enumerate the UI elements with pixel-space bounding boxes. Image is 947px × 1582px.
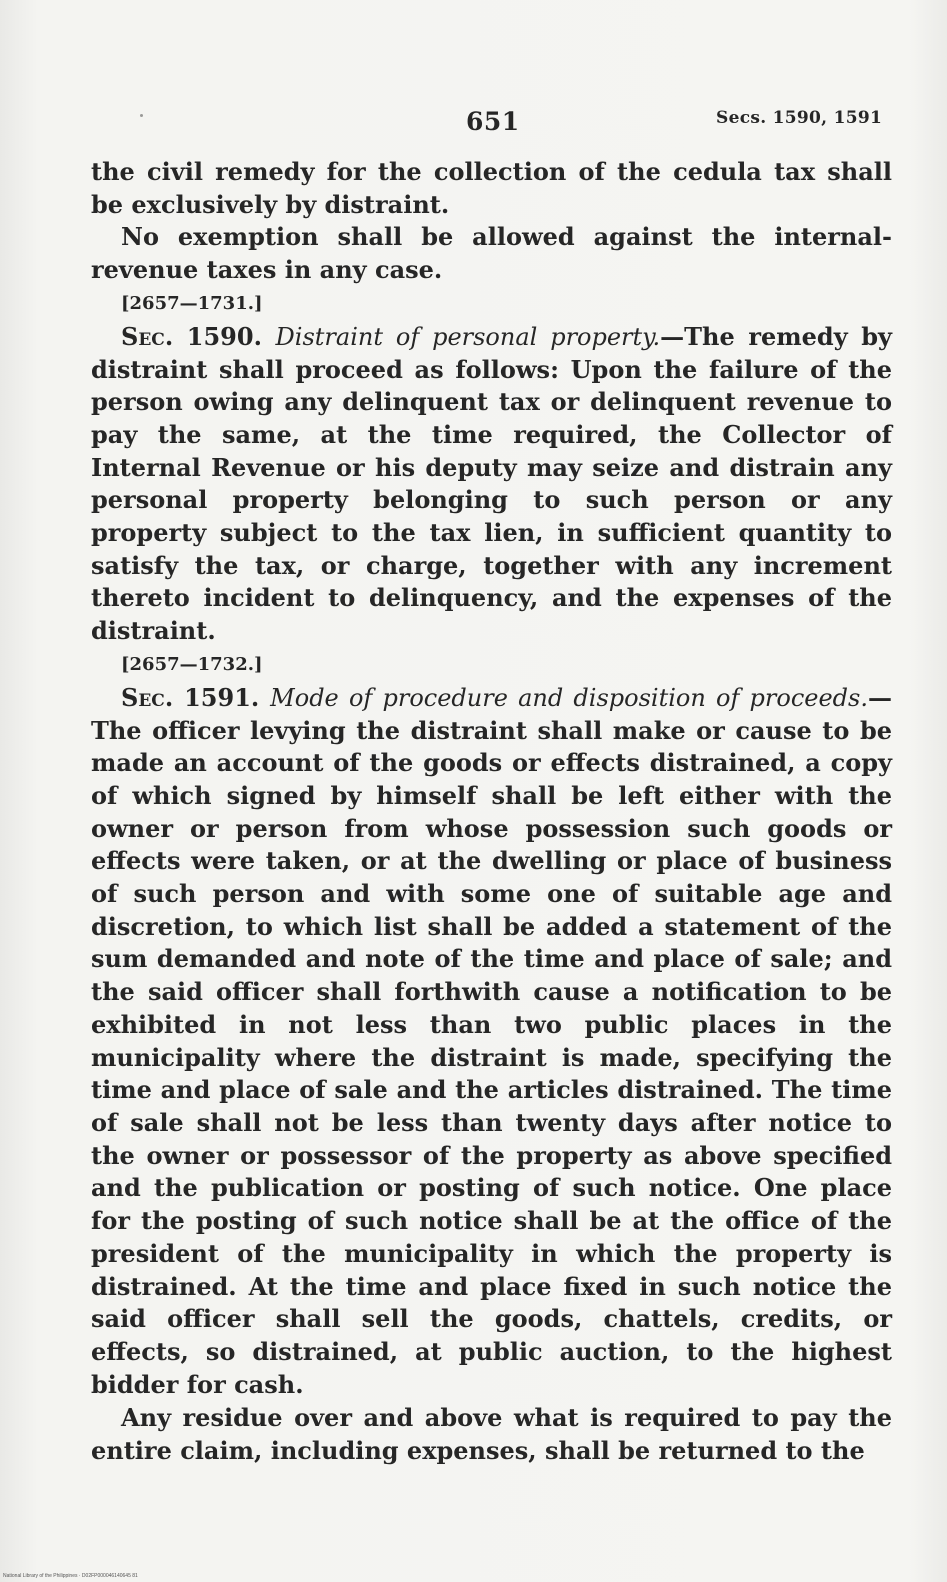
footer-watermark: National Library of the Philippines · D02FP000046140645 81 <box>3 1573 138 1579</box>
section-1591-label: Sec. 1591. <box>121 682 260 712</box>
section-1590-label: Sec. 1590. <box>121 321 262 351</box>
section-1591 <box>91 682 892 1401</box>
section-1590-title: Distraint of personal property. <box>275 322 661 351</box>
paper-speck <box>140 114 143 117</box>
body-text <box>91 156 892 1467</box>
section-1591-title: Mode of procedure and disposition of proceeds. <box>270 683 868 712</box>
section-1590-text: —The remedy by distraint shall proceed as follows: Upon the failure of the person owing any delinquent tax or delinquent revenue to pay the same, at the time required, the Collector of Internal Revenue or his deputy may seize and distrain any personal property belonging to such person or any property subject to the tax lien, in sufficient quantity to satisfy the tax, or charge, together with any increment thereto incident to delinquency, and the expenses of the distraint. <box>91 321 892 646</box>
paragraph-continuation: the civil remedy for the collection of the cedula tax shall be exclusively by distraint. <box>91 157 892 219</box>
citation-1731: [2657—1731.] <box>121 292 263 314</box>
paragraph-exemption: No exemption shall be allowed against the internal-revenue taxes in any case. <box>91 222 892 285</box>
section-1591-text: —The officer levying the distraint shall make or cause to be made an account of the goods or effects distrained, a copy of which signed by himself shall be left either with the owner or person from whose possession such goods or effects were taken, or at the dwelling or place of business of such person and with some one of suitable age and discretion, to which list shall be added a statement of the sum demanded and note of the time and place of sale; and the said officer shall forthwith cause a notification to be exhibited in not less than two public places in the municipality where the distraint is made, specifying the time and place of sale and the articles distrained. The time of sale shall not be less than twenty days after notice to the owner or possessor of the property as above specified and the publication or posting of such notice. One place for the posting of such notice shall be at the office of the president of the municipality in which the property is distrained. At the time and place fixed in such notice the said officer shall sell the goods, chattels, credits, or effects, so distrained, at public auction, to the highest bidder for cash. <box>91 682 892 1399</box>
section-1590 <box>91 321 892 648</box>
page-number: 651 <box>466 107 520 136</box>
section-reference: Secs. 1590, 1591 <box>716 108 883 128</box>
paragraph-residue: Any residue over and above what is required to pay the entire claim, including expenses, shall be returned to the <box>91 1403 892 1466</box>
citation-1732: [2657—1732.] <box>121 653 263 675</box>
